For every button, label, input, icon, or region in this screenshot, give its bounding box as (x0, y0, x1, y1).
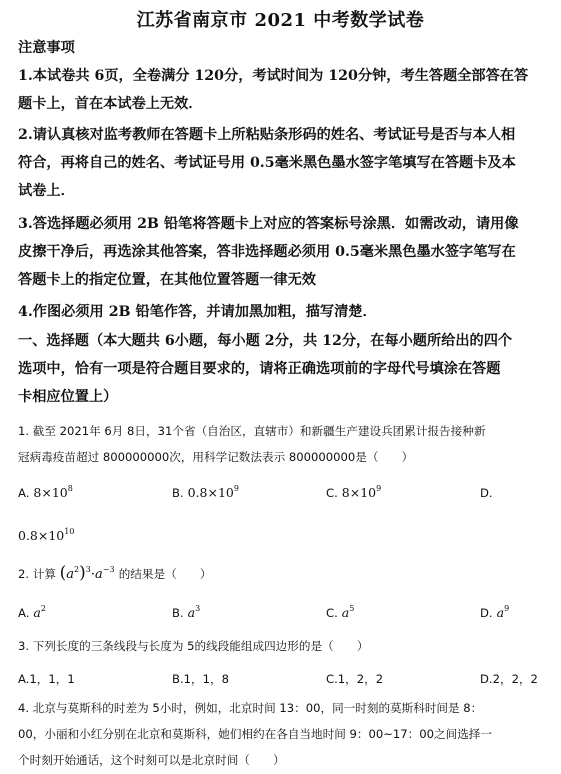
option-exponent: 2 (40, 604, 46, 613)
option-b[interactable] (172, 605, 200, 620)
question-4-stem (18, 695, 546, 773)
option-label: C. (326, 606, 338, 620)
question-3-options (18, 666, 546, 688)
notice-item-2 (18, 121, 546, 205)
option-a[interactable]: A.1，1，1 (18, 672, 75, 686)
section-1-heading (18, 327, 546, 411)
option-base: a (33, 605, 41, 620)
option-d[interactable] (480, 605, 509, 620)
option-d-expression[interactable] (18, 528, 74, 543)
option-b[interactable] (172, 485, 239, 500)
option-exponent: 5 (349, 604, 355, 613)
option-exponent: 9 (376, 484, 382, 493)
question-suffix: 的结果是（ ） (118, 567, 212, 581)
notice-line: 皮擦干净后，再选涂其他答案，答非选择题必须用 0.5毫米黑色墨水签字笔写在 (18, 244, 516, 260)
notice-line: 符合，再将自己的姓名、考试证号用 0.5毫米黑色墨水签字笔填写在答题卡及本 (18, 155, 516, 171)
notice-line: 3.答选择题必须用 2B 铅笔将答题卡上对应的答案标号涂黑．如需改动，请用像 (18, 216, 519, 232)
option-base: 8×10 (33, 485, 68, 500)
notice-line: 答题卡上的指定位置，在其他位置答题一律无效 (18, 272, 316, 288)
question-1-stem (18, 418, 546, 470)
notice-line: 1.本试卷共 6页，全卷满分 120分，考试时间为 120分钟，考生答题全部答在答 (18, 68, 529, 84)
option-label: C. (326, 486, 338, 500)
option-exponent: 3 (195, 604, 201, 613)
option-d[interactable] (480, 485, 493, 500)
option-label: D. (480, 606, 493, 620)
power-expression: $(a^2)^3\cdot a^{-3}$ (59, 563, 115, 583)
question-1-option-d-value (18, 528, 546, 548)
option-exponent: 10 (64, 527, 75, 536)
question-2-stem (18, 560, 546, 590)
option-base: 0.8×10 (18, 528, 65, 543)
notice-line: 4.作图必须用 2B 铅笔作答，并请加黑加粗，描写清楚． (18, 304, 377, 320)
section-line: 卡相应位置上） (18, 389, 118, 405)
question-2-options (18, 605, 546, 625)
option-d[interactable]: D.2，2，2 (480, 672, 538, 686)
option-a[interactable] (18, 485, 73, 500)
notice-line: 题卡上，首在本试卷上无效． (18, 96, 203, 112)
option-label: B. (172, 606, 184, 620)
question-1-options (18, 485, 546, 505)
question-line: 00，小丽和小红分别在北京和莫斯科，她们相约在各自当地时间 9：00~17：00之间选择一 (18, 727, 492, 741)
question-line: 1. 截至 2021年 6月 8日，31个省（自治区，直辖市）和新疆生产建设兵团累计报告接种新 (18, 424, 486, 438)
notice-item-1 (18, 62, 546, 118)
page-title: 江苏省南京市 2021 中考数学试卷 (136, 10, 425, 31)
option-b[interactable]: B.1，1，8 (172, 672, 229, 686)
question-3-stem: 3. 下列长度的三条线段与长度为 5的线段能组成四边形的是（ ） (18, 639, 369, 653)
option-c[interactable] (326, 485, 381, 500)
option-label: A. (18, 486, 30, 500)
option-label: A. (18, 606, 30, 620)
option-base: a (187, 605, 196, 620)
question-line: 冠病毒疫苗超过 800000000次，用科学记数法表示 800000000是（ ） (18, 450, 414, 464)
question-line: 4. 北京与莫斯科的时差为 5小时，例如，北京时间 13：00，同一时刻的莫斯科时间是 8： (18, 701, 483, 715)
option-base: a (341, 605, 350, 620)
question-line: 个时刻开始通话，这个时刻可以是北京时间（ ） (18, 753, 285, 767)
section-line: 选项中，恰有一项是符合题目要求的，请将正确选项前的字母代号填涂在答题 (18, 361, 501, 377)
notice-item-3 (18, 210, 546, 294)
option-exponent: 9 (233, 484, 239, 493)
option-base: 8×10 (341, 485, 377, 500)
option-label: B. (172, 486, 184, 500)
option-base: 0.8×10 (187, 485, 234, 500)
option-c[interactable] (326, 605, 354, 620)
option-c[interactable]: C.1，2，2 (326, 672, 384, 686)
section-line: 一、选择题（本大题共 6小题，每小题 2分，共 12分，在每小题所给出的四个 (18, 333, 513, 349)
notice-item-4 (18, 298, 546, 326)
option-a[interactable] (18, 605, 46, 620)
option-base: a (496, 605, 505, 620)
option-exponent: 8 (67, 484, 73, 493)
option-label: D. (480, 486, 493, 500)
notice-line: 试卷上． (18, 183, 75, 199)
notice-line: 2.请认真核对监考教师在答题卡上所粘贴条形码的姓名、考试证号是否与本人相 (18, 127, 516, 143)
notice-heading: 注意事项 (18, 40, 75, 56)
question-prefix: 2. 计算 (18, 567, 56, 581)
option-exponent: 9 (504, 604, 510, 613)
